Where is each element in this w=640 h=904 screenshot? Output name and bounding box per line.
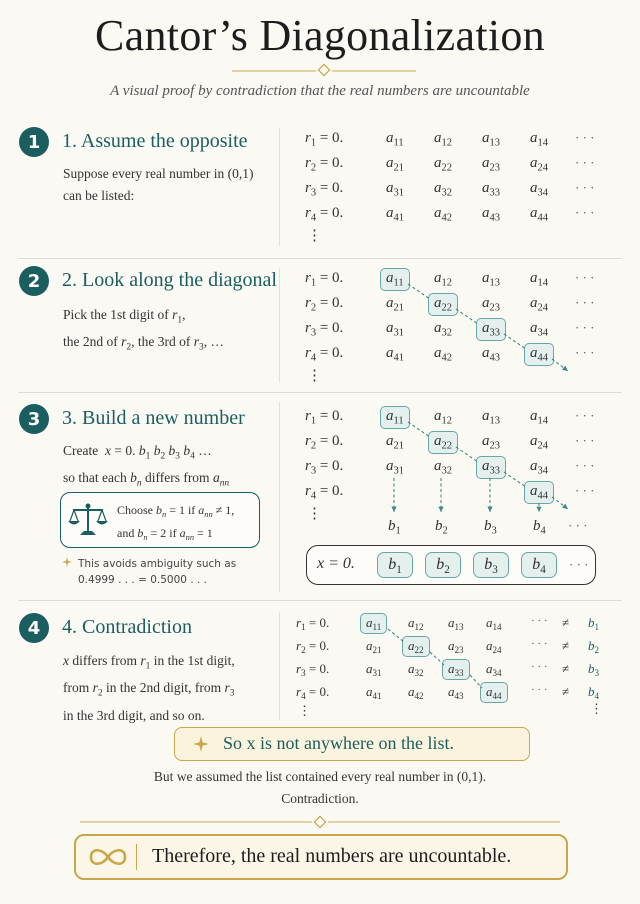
row-label: $r_2 = 0$. <box>305 433 344 452</box>
digit-cell: $a_{33}$ <box>482 180 500 199</box>
ellipsis: · · · <box>531 684 548 696</box>
digit-cell: $a_{34}$ <box>486 661 502 679</box>
diagonal-digit: $a_{22}$ <box>428 293 458 316</box>
row-label: $r_4 = 0$. <box>305 345 344 364</box>
digit-cell: $a_{23}$ <box>448 638 464 656</box>
diagonal-connector <box>504 472 526 487</box>
step-title: 4. Contradiction <box>62 616 192 638</box>
ellipsis: · · · <box>531 638 548 650</box>
ellipsis: · · · <box>575 180 595 195</box>
row-label: $r_2 = 0$. <box>296 638 330 656</box>
digit-cell: $a_{42}$ <box>434 345 452 364</box>
diagonal-connector <box>408 284 430 299</box>
arrowhead <box>562 366 568 371</box>
not-equal-sign: ≠ <box>562 638 570 653</box>
digit-cell: $a_{12}$ <box>434 408 452 427</box>
step-title: 3. Build a new number <box>62 407 245 429</box>
digit-cell: $a_{13}$ <box>482 408 500 427</box>
digit-cell: $a_{21}$ <box>366 638 382 656</box>
diamond-ornament-icon <box>0 814 640 830</box>
digit-cell: $a_{41}$ <box>386 345 404 364</box>
step-text: Create x = 0. $b_1$ $b_2$ $b_3$ $b_4$ … so that each $b_n$ differs from $a_{nn}$ <box>63 443 230 489</box>
digit-cell: $a_{43}$ <box>482 205 500 224</box>
digit-cell: $a_{31}$ <box>386 320 404 339</box>
digit-cell: $a_{23}$ <box>482 155 500 174</box>
digit-cell: $a_{13}$ <box>448 615 464 633</box>
digit-cell: $a_{34}$ <box>530 180 548 199</box>
digit-cell: $a_{43}$ <box>482 345 500 364</box>
row-label: $r_1 = 0$. <box>296 615 330 633</box>
subtitle: A visual proof by contradiction that the real numbers are uncountable <box>110 83 530 99</box>
vertical-ellipsis: ⋮ <box>307 506 322 522</box>
step-number-badge: 2 <box>19 266 49 296</box>
row-label: $r_1 = 0$. <box>305 408 344 427</box>
step-text: Suppose every real number in (0,1) can be listed: <box>63 166 254 203</box>
ellipsis: · · · <box>568 518 588 533</box>
vertical-ellipsis: ⋮ <box>590 701 603 716</box>
row-label: $r_4 = 0$. <box>305 205 344 224</box>
sparkle-icon <box>193 736 209 752</box>
step-text: x differs from $r_1$ in the 1st digit, from $r_2$ in the 2nd digit, from $r_3$ in the 3rd digit, and so on. <box>63 653 235 723</box>
not-equal-sign: ≠ <box>562 661 570 676</box>
diagonal-connector <box>456 309 478 324</box>
diagonal-digit: $a_{44}$ <box>480 682 508 703</box>
digit-cell: $a_{32}$ <box>434 320 452 339</box>
ellipsis: · · · <box>575 270 595 285</box>
not-equal-sign: ≠ <box>562 684 570 699</box>
digit-cell: $a_{42}$ <box>434 205 452 224</box>
diagonal-digit: $a_{33}$ <box>442 659 470 680</box>
digit-cell: $a_{32}$ <box>434 458 452 477</box>
diagonal-connector <box>430 652 444 665</box>
row-label: $r_4 = 0$. <box>296 684 330 702</box>
digit-cell: $a_{31}$ <box>366 661 382 679</box>
row-label: $r_2 = 0$. <box>305 295 344 314</box>
b-digit: $b_3$ <box>588 661 600 679</box>
step-title: 2. Look along the diagonal <box>62 269 277 291</box>
digit-cell: $a_{14}$ <box>530 408 548 427</box>
digit-cell: $a_{21}$ <box>386 295 404 314</box>
ellipsis: · · · <box>575 295 595 310</box>
digit-cell: $a_{31}$ <box>386 458 404 477</box>
b-digit: $b_4$ <box>588 684 600 702</box>
b-digit-box: $b_3$ <box>473 552 509 578</box>
ellipsis: · · · <box>575 205 595 220</box>
diagonal-connector <box>470 675 482 688</box>
arrowhead <box>487 507 492 512</box>
digit-cell: $a_{32}$ <box>408 661 424 679</box>
new-number-box <box>306 545 596 585</box>
b-digit-box: $b_2$ <box>425 552 461 578</box>
step-title: 1. Assume the opposite <box>62 130 248 152</box>
row-label: $r_4 = 0$. <box>305 483 344 502</box>
digit-cell: $a_{14}$ <box>530 130 548 149</box>
digit-cell: $a_{14}$ <box>530 270 548 289</box>
digit-cell: $a_{13}$ <box>482 270 500 289</box>
digit-cell: $a_{44}$ <box>530 205 548 224</box>
digit-cell: $a_{41}$ <box>386 205 404 224</box>
row-label: $r_1 = 0$. <box>305 130 344 149</box>
digit-cell: $a_{42}$ <box>408 684 424 702</box>
digit-cell: $a_{24}$ <box>530 295 548 314</box>
final-text: Therefore, the real numbers are uncountable. <box>152 845 512 867</box>
b-digit-box: $b_4$ <box>521 552 557 578</box>
callout-text: So x is not anywhere on the list. <box>223 733 454 753</box>
diagonal-digit: $a_{22}$ <box>402 636 430 657</box>
digit-cell: $a_{31}$ <box>386 180 404 199</box>
ellipsis: · · · <box>531 661 548 673</box>
digit-cell: $a_{13}$ <box>482 130 500 149</box>
digit-cell: $a_{32}$ <box>434 180 452 199</box>
digit-cell: $a_{12}$ <box>434 130 452 149</box>
digit-cell: $a_{21}$ <box>386 433 404 452</box>
digit-cell: $a_{12}$ <box>434 270 452 289</box>
digit-cell: $a_{23}$ <box>482 295 500 314</box>
conclusion-banner <box>74 834 568 880</box>
diagonal-digit: $a_{44}$ <box>524 343 554 366</box>
arrowhead <box>391 507 396 512</box>
diagonal-digit: $a_{44}$ <box>524 481 554 504</box>
diagonal-connector <box>408 422 430 437</box>
step-text: Pick the 1st digit of $r_1$, the 2nd of $r_2$, the 3rd of $r_3$, … <box>63 307 224 353</box>
row-label: $r_3 = 0$. <box>305 320 344 339</box>
ellipsis: · · · <box>575 155 595 170</box>
diagonal-connector <box>456 447 478 462</box>
row-label: $r_3 = 0$. <box>296 661 330 679</box>
ellipsis: · · · <box>531 615 548 627</box>
arrowhead <box>562 504 568 509</box>
arrowhead <box>536 507 541 512</box>
diagonal-digit: $a_{33}$ <box>476 456 506 479</box>
digit-cell: $a_{41}$ <box>366 684 382 702</box>
arrowhead <box>438 507 443 512</box>
digit-cell: $a_{11}$ <box>386 130 404 149</box>
diagonal-digit: $a_{11}$ <box>380 268 410 291</box>
vertical-ellipsis: ⋮ <box>307 228 322 244</box>
not-equal-sign: ≠ <box>562 615 570 630</box>
row-label: $r_3 = 0$. <box>305 458 344 477</box>
callout-box <box>174 727 530 761</box>
b-digit: $b_2$ <box>435 518 448 537</box>
ellipsis: · · · <box>569 557 589 572</box>
row-label: $r_3 = 0$. <box>305 180 344 199</box>
vertical-ellipsis: ⋮ <box>307 368 322 384</box>
digit-cell: $a_{23}$ <box>482 433 500 452</box>
ellipsis: · · · <box>575 345 595 360</box>
step-number-badge: 1 <box>19 127 49 157</box>
step-number-badge: 4 <box>19 613 49 643</box>
digit-cell: $a_{34}$ <box>530 458 548 477</box>
infinity-icon <box>88 846 128 868</box>
ellipsis: · · · <box>575 433 595 448</box>
row-label: $r_1 = 0$. <box>305 270 344 289</box>
diagonal-digit: $a_{33}$ <box>476 318 506 341</box>
b-digit-box: $b_1$ <box>377 552 413 578</box>
digit-cell: $a_{24}$ <box>530 433 548 452</box>
diagonal-digit: $a_{22}$ <box>428 431 458 454</box>
digit-cell: $a_{34}$ <box>530 320 548 339</box>
digit-cell: $a_{43}$ <box>448 684 464 702</box>
b-digit: $b_4$ <box>533 518 546 537</box>
footnote: This avoids ambiguity such as 0.4999 . . . = 0.5000 . . . <box>78 558 237 586</box>
digit-cell: $a_{12}$ <box>408 615 424 633</box>
b-digit: $b_1$ <box>388 518 401 537</box>
b-digit: $b_1$ <box>588 615 600 633</box>
diagonal-digit: $a_{11}$ <box>360 613 387 634</box>
b-digit: $b_2$ <box>588 638 600 656</box>
digit-cell: $a_{21}$ <box>386 155 404 174</box>
diagonal-digit: $a_{11}$ <box>380 406 410 429</box>
ellipsis: · · · <box>575 458 595 473</box>
ellipsis: · · · <box>575 408 595 423</box>
x-label: x = 0. <box>317 555 355 572</box>
step-number-badge: 3 <box>19 404 49 434</box>
ellipsis: · · · <box>575 130 595 145</box>
b-digit: $b_3$ <box>484 518 497 537</box>
row-label: $r_2 = 0$. <box>305 155 344 174</box>
conclusion-text: But we assumed the list contained every real number in (0,1). Contradiction. <box>153 769 487 806</box>
digit-cell: $a_{24}$ <box>486 638 502 656</box>
ellipsis: · · · <box>575 483 595 498</box>
vertical-ellipsis: ⋮ <box>298 703 311 718</box>
ellipsis: · · · <box>575 320 595 335</box>
digit-cell: $a_{14}$ <box>486 615 502 633</box>
page-title: Cantor’s Diagonalization <box>95 11 545 60</box>
diagonal-connector <box>504 334 526 349</box>
rule-box: Choose $b_n = 1$ if $a_{nn} \ne 1$, and $b_n = 2$ if $a_{nn} = 1$ <box>60 492 260 548</box>
digit-cell: $a_{24}$ <box>530 155 548 174</box>
diagonal-connector <box>388 629 404 642</box>
digit-cell: $a_{22}$ <box>434 155 452 174</box>
